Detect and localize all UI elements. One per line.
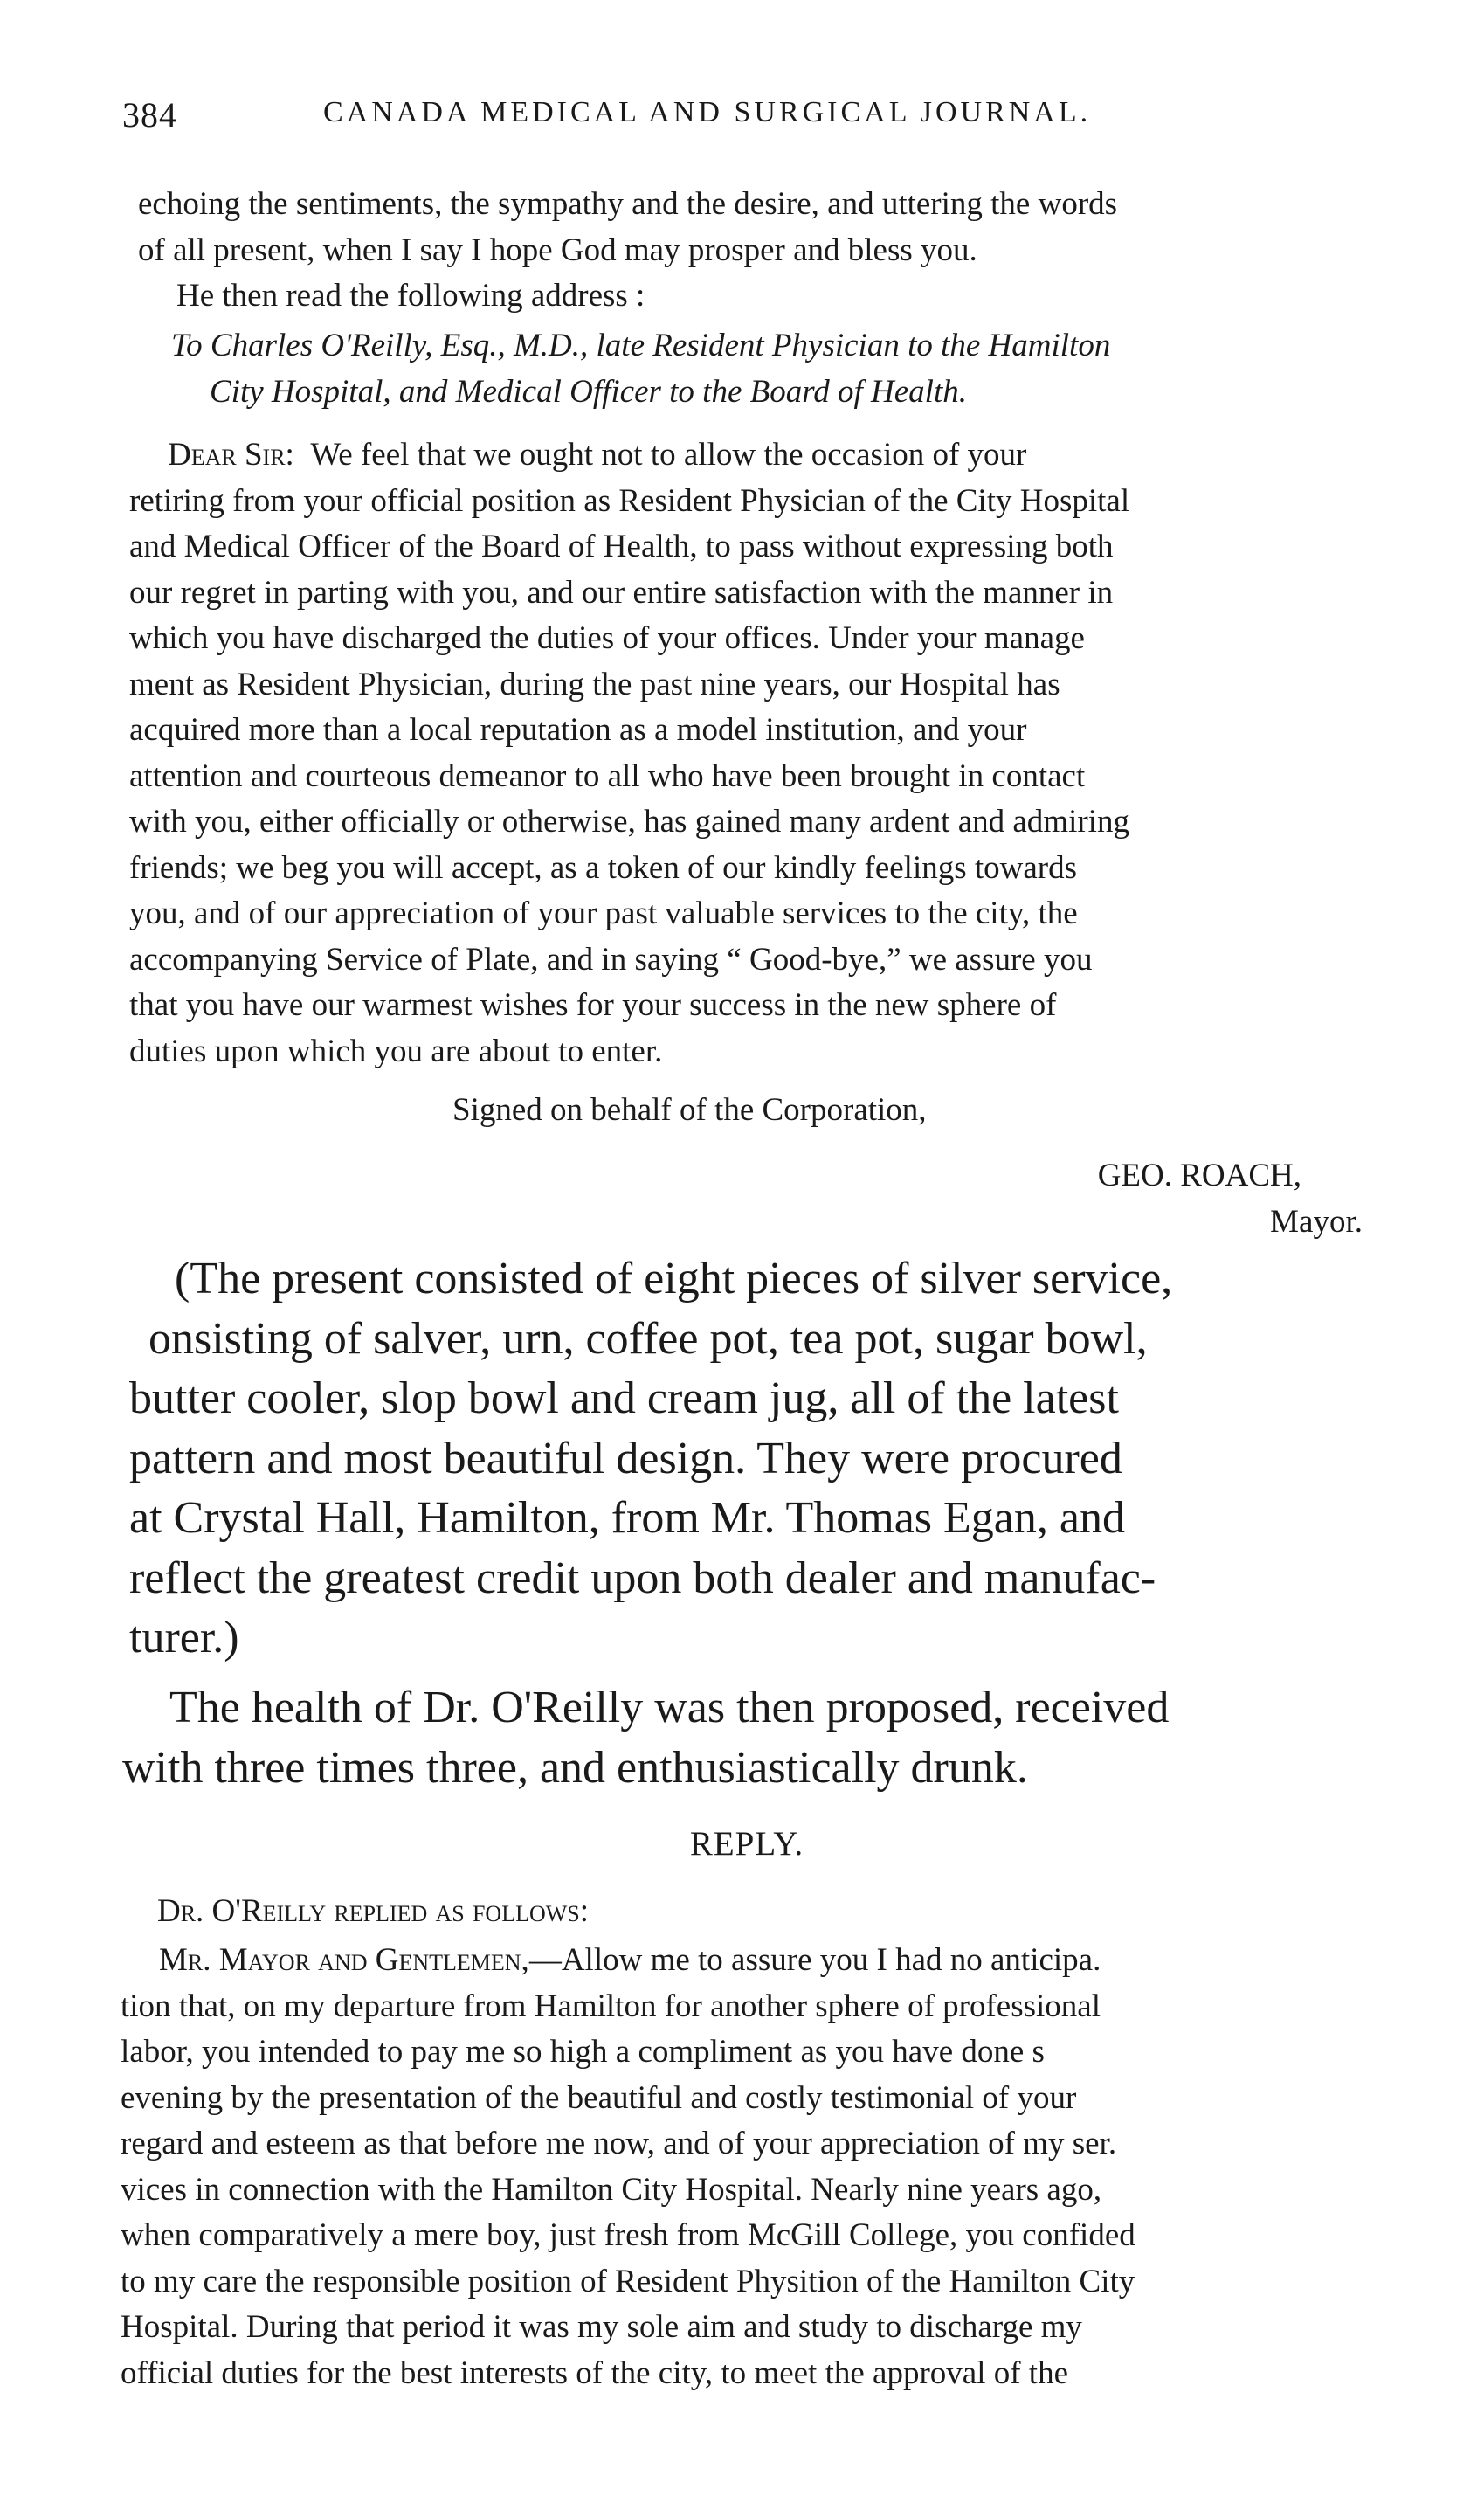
text-line: vices in connection with the Hamilton City Hospital. Nearly nine years ago, (121, 2171, 1102, 2208)
text-line-rest: We feel that we ought not to allow the occasion of your (310, 437, 1027, 473)
reply-intro: Dr. O'Reilly replied as follows: (157, 1893, 590, 1929)
text-line: regard and esteem as that before me now, and of your appreciation of my ser. (121, 2126, 1117, 2161)
text-line: at Crystal Hall, Hamilton, from Mr. Thomas Egan, and (129, 1493, 1125, 1543)
address-heading (171, 323, 1368, 415)
text-line: to my care the responsible position of Resident Physition of the Hamilton City (121, 2263, 1135, 2299)
text-line: and Medical Officer of the Board of Health, to pass without expressing both (129, 529, 1114, 564)
text-line: retiring from your official position as Resident Physician of the City Hospital (129, 482, 1130, 519)
text-line: Hospital. During that period it was my sole aim and study to discharge my (121, 2309, 1082, 2345)
text-line: that you have our warmest wishes for your success in the new sphere of (129, 987, 1057, 1023)
reply-body (121, 1938, 1370, 2396)
signer-title: Mayor. (1270, 1204, 1363, 1240)
salutation: Mr. Mayor and Gentlemen, (159, 1942, 529, 1978)
text-line: reflect the greatest credit upon both dealer and manufac- (129, 1552, 1156, 1603)
text-line: ment as Resident Physician, during the past nine years, our Hospital has (129, 666, 1060, 702)
text-line: attention and courteous demeanor to all who have been brought in contact (129, 757, 1086, 794)
text-line: of all present, when I say I hope God may prosper and bless you. (138, 232, 977, 268)
text-line: (The present consisted of eight pieces of silver service, (175, 1254, 1173, 1303)
text-line: duties upon which you are about to enter. (129, 1033, 663, 1069)
intro-paragraph (138, 182, 1354, 320)
text-line (121, 1938, 1370, 1984)
text-line: with three times three, and enthusiastically drunk. (122, 1742, 1028, 1793)
text-line: friends; we beg you will accept, as a token of our kindly feelings towards (129, 849, 1078, 886)
page-number: 384 (122, 95, 177, 135)
text-line: evening by the presentation of the beautiful and costly testimonial of your (121, 2079, 1077, 2116)
text-line: when comparatively a mere boy, just fresh from McGill College, you confided (121, 2217, 1135, 2253)
text-line: you, and of our appreciation of your past valuable services to the city, the (129, 895, 1078, 931)
text-line: which you have discharged the duties of your offices. Under your manage (129, 620, 1085, 656)
signer-name: GEO. ROACH, (1097, 1158, 1301, 1193)
text-line: He then read the following address : (176, 278, 645, 314)
text-line: pattern and most beautiful design. They were procured (129, 1433, 1122, 1483)
present-paragraph (129, 1249, 1387, 1669)
text-line: The health of Dr. O'Reilly was then proposed, received (169, 1683, 1170, 1732)
text-line: turer.) (129, 1613, 239, 1663)
text-line: tion that, on my departure from Hamilton for another sphere of professional (121, 1988, 1101, 2024)
health-paragraph (122, 1678, 1380, 1798)
text-line: with you, either officially or otherwise, has gained many ardent and admiring (129, 804, 1129, 840)
salutation: Dear Sir: (168, 437, 294, 473)
reply-heading: REPLY. (689, 1825, 804, 1863)
text-line-rest: —Allow me to assure you I had no anticipa. (528, 1942, 1101, 1978)
text-line: acquired more than a local reputation as a model institution, and your (129, 712, 1027, 748)
text-line: echoing the sentiments, the sympathy and the desire, and uttering the words (138, 186, 1118, 222)
text-line: butter cooler, slop bowl and cream jug, all of the latest (129, 1373, 1119, 1423)
text-line: accompanying Service of Plate, and in saying “ Good-bye,” we assure you (129, 941, 1093, 978)
page-header (122, 94, 1363, 147)
text-line (129, 432, 1370, 479)
address-body (129, 432, 1370, 1075)
text-line: To Charles O'Reilly, Esq., M.D., late Resident Physician to the Hamilton (171, 328, 1111, 363)
text-line: our regret in parting with you, and our entire satisfaction with the manner in (129, 574, 1114, 611)
signed-line: Signed on behalf of the Corporation, (452, 1092, 927, 1128)
text-line: labor, you intended to pay me so high a compliment as you have done s (121, 2034, 1045, 2070)
running-title: CANADA MEDICAL AND SURGICAL JOURNAL. (323, 96, 1092, 128)
text-line: onsisting of salver, urn, coffee pot, tea pot, sugar bowl, (148, 1313, 1148, 1364)
text-line: City Hospital, and Medical Officer to the Board of Health. (210, 373, 967, 410)
text-line: official duties for the best interests of the city, to meet the approval of the (121, 2354, 1068, 2391)
